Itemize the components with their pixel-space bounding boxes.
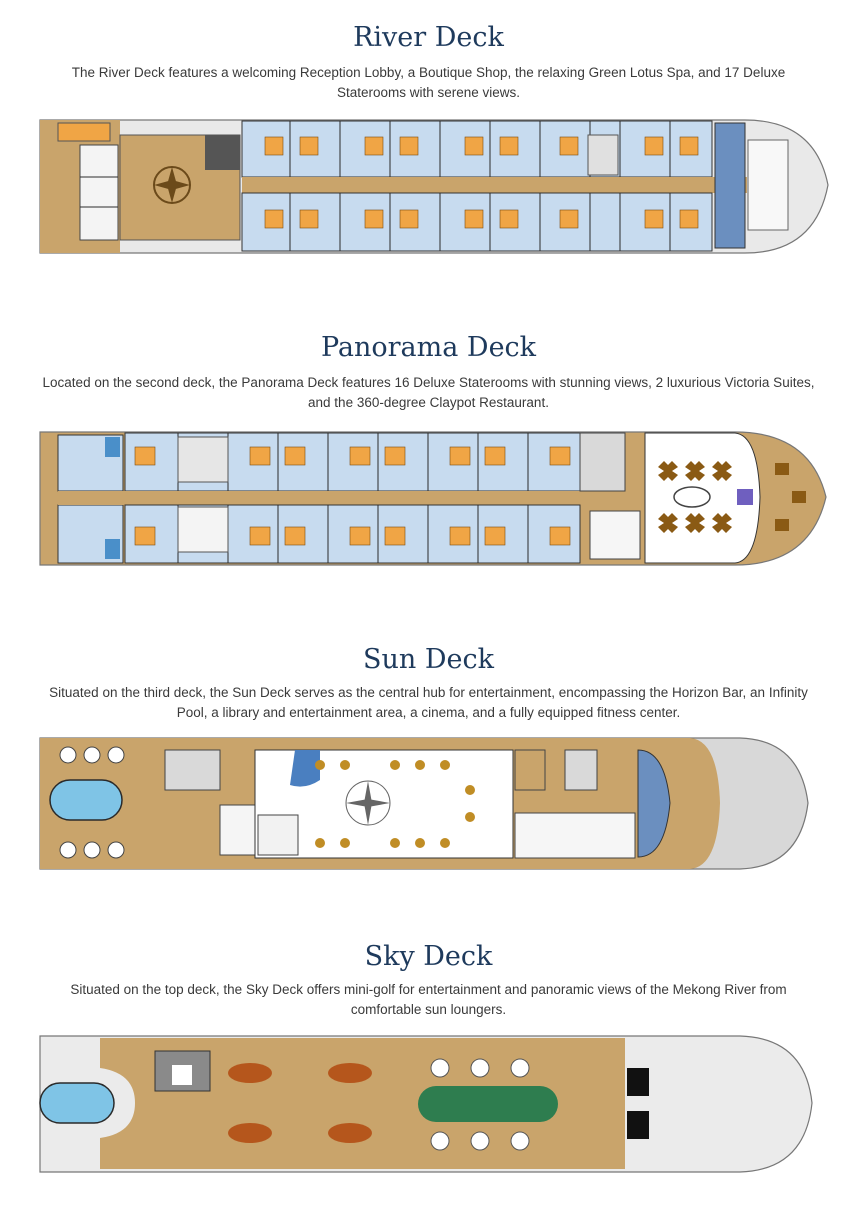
sky-deck-plan[interactable] — [0, 1033, 857, 1178]
sun-deck-stairs — [165, 750, 220, 790]
sky-deck-stair-landing — [172, 1065, 192, 1085]
panorama-deck-stairs-lower — [178, 507, 228, 552]
river-deck-stern-lounge — [58, 123, 110, 141]
panorama-deck-stairwell — [178, 437, 228, 482]
sun-deck-description-line-1: Situated on the third deck, the Sun Deck serves as the central hub for entertainment, encompassing the Horizon Bar, an Infinity — [49, 685, 808, 700]
panorama-deck-description-line-1: Located on the second deck, the Panorama Deck features 16 Deluxe Staterooms with stunning views, 2 luxurious Victoria Suites, — [42, 375, 815, 390]
sun-deck-library — [258, 815, 298, 855]
river-deck-stairwell — [588, 135, 618, 175]
river-deck-title: River Deck — [353, 22, 504, 53]
panorama-deck-corridor — [58, 491, 626, 505]
panorama-deck-plan[interactable] — [0, 427, 857, 572]
panorama-deck-description-line-2: and the 360-degree Claypot Restaurant. — [308, 395, 549, 410]
panorama-deck-suite-bath-bottom — [105, 539, 120, 559]
sky-deck-mini-golf — [418, 1086, 558, 1122]
sky-deck-description-line-2: comfortable sun loungers. — [350, 1002, 507, 1017]
panorama-deck-title: Panorama Deck — [320, 332, 537, 363]
panorama-deck-suite-bath-top — [105, 437, 120, 457]
river-deck-bow-bridge — [748, 140, 788, 230]
sun-deck-description — [20, 683, 837, 723]
river-deck-bow-room — [715, 123, 745, 248]
river-deck-corridor — [242, 177, 747, 193]
river-deck-lobby-compass — [154, 167, 190, 203]
river-deck-spa-rooms — [80, 145, 118, 240]
sky-deck-description — [20, 980, 837, 1020]
sky-deck-pool — [40, 1083, 114, 1123]
sky-deck-title: Sky Deck — [364, 941, 493, 972]
panorama-deck-description — [20, 373, 837, 413]
sun-deck-plan[interactable] — [0, 735, 857, 875]
sun-deck-infinity-pool — [50, 780, 122, 820]
river-deck-stairs — [205, 135, 240, 170]
panorama-deck-service — [580, 433, 625, 491]
river-deck-staterooms-top — [242, 121, 712, 177]
sky-deck-description-line-1: Situated on the top deck, the Sky Deck offers mini-golf for entertainment and panoramic views of the Mekong River from — [70, 982, 787, 997]
sun-deck-compass — [346, 781, 390, 825]
river-deck-staterooms-bottom — [242, 193, 712, 251]
sun-deck-title: Sun Deck — [363, 644, 494, 675]
sun-deck-fitness-center — [515, 813, 635, 858]
sun-deck-service-stairs — [565, 750, 597, 790]
sun-deck-description-line-2: Pool, a library and entertainment area, a cinema, and a fully equipped fitness center. — [176, 705, 681, 720]
river-deck-description — [20, 63, 837, 103]
sky-deck-bridge-console-bottom — [627, 1111, 649, 1139]
sun-deck-bar-counter — [290, 750, 320, 787]
river-deck-description-line-1: The River Deck features a welcoming Reception Lobby, a Boutique Shop, the relaxing Green Lotus Spa, and 17 Deluxe — [71, 65, 786, 80]
sun-deck-restrooms — [220, 805, 255, 855]
sun-deck-lounge-room — [515, 750, 545, 790]
sky-deck-bridge-console-top — [627, 1068, 649, 1096]
panorama-deck-bar — [737, 489, 753, 505]
river-deck-plan[interactable] — [0, 115, 857, 260]
river-deck-description-line-2: Staterooms with serene views. — [336, 85, 521, 100]
panorama-deck-kitchen — [590, 511, 640, 559]
